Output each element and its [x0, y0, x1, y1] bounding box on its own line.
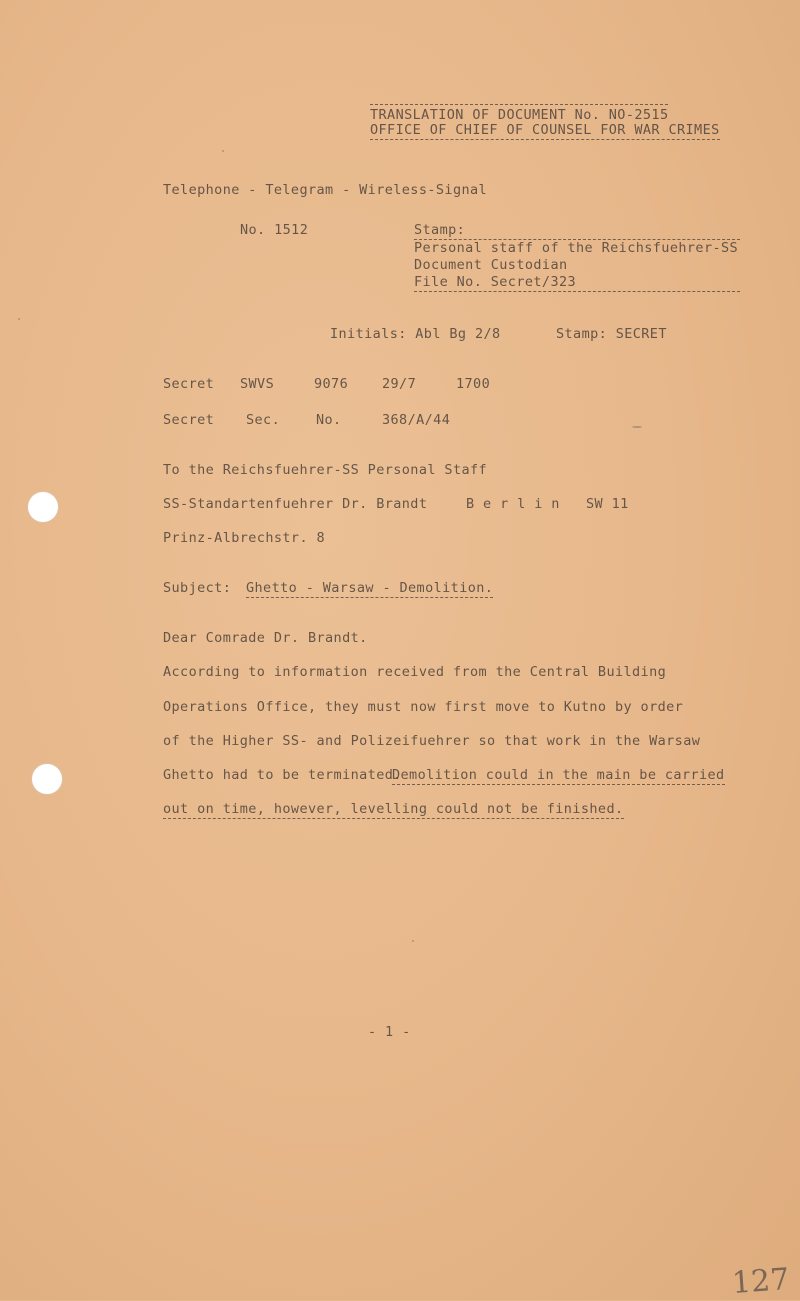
translation-header-line1: TRANSLATION OF DOCUMENT No. NO-2515: [370, 104, 668, 123]
subject-label: Subject:: [163, 580, 232, 596]
subject-text: Ghetto - Warsaw - Demolition.: [246, 580, 494, 596]
routing-row1-col3: 9076: [314, 376, 349, 392]
punch-hole-bottom: [32, 764, 62, 794]
routing-row2-col2: Sec.: [246, 412, 281, 428]
secret-stamp: Stamp: SECRET: [556, 326, 667, 342]
paper-speck: [412, 940, 414, 942]
form-type: Telephone - Telegram - Wireless-Signal: [163, 182, 488, 198]
routing-row1-col1: Secret: [163, 376, 215, 392]
paper-speck: [18, 318, 20, 320]
address-line3: Prinz-Albrechstr. 8: [163, 530, 326, 546]
body-line1: According to information received from the Central Building: [163, 664, 667, 680]
address-line2-city: B e r l i n: [466, 496, 560, 512]
routing-row1-col5: 1700: [456, 376, 491, 392]
body-line4-start: Ghetto had to be terminated.: [163, 767, 411, 783]
paper-speck: [632, 426, 642, 428]
salutation: Dear Comrade Dr. Brandt.: [163, 630, 368, 646]
routing-row2-col1: Secret: [163, 412, 215, 428]
stamp-label: Stamp:: [414, 222, 740, 240]
page-number: - 1 -: [368, 1024, 411, 1040]
body-line4-underlined: Demolition could in the main be carried: [392, 767, 725, 783]
paper-speck: [222, 150, 224, 152]
body-line5: out on time, however, levelling could not be finished.: [163, 801, 624, 817]
handwritten-archive-number: 127: [730, 1262, 791, 1301]
routing-row1-col4: 29/7: [382, 376, 417, 392]
address-line1: To the Reichsfuehrer-SS Personal Staff: [163, 462, 488, 478]
address-line2-district: SW 11: [586, 496, 629, 512]
message-number: No. 1512: [240, 222, 309, 238]
routing-row2-col4: 368/A/44: [382, 412, 451, 428]
translation-header-line2: OFFICE OF CHIEF OF COUNSEL FOR WAR CRIMES: [370, 122, 720, 138]
punch-hole-top: [28, 492, 58, 522]
stamp-line3: File No. Secret/323: [414, 274, 740, 292]
body-line2: Operations Office, they must now first move to Kutno by order: [163, 699, 684, 715]
routing-row2-col3: No.: [316, 412, 342, 428]
routing-row1-col2: SWVS: [240, 376, 275, 392]
body-line3: of the Higher SS- and Polizeifuehrer so that work in the Warsaw: [163, 733, 701, 749]
address-line2-name: SS-Standartenfuehrer Dr. Brandt: [163, 496, 428, 512]
stamp-line1: Personal staff of the Reichsfuehrer-SS: [414, 240, 739, 256]
stamp-line2: Document Custodian: [414, 257, 568, 273]
initials-line: Initials: Abl Bg 2/8: [330, 326, 501, 342]
